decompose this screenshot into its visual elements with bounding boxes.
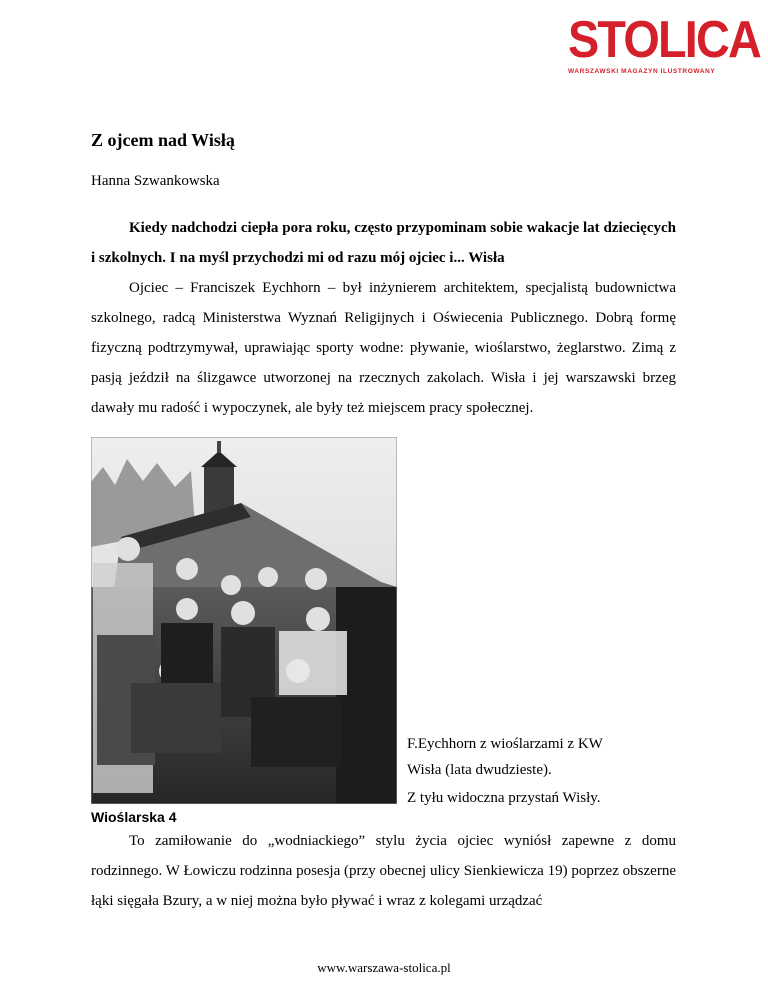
article-paragraph-1: Ojciec – Franciszek Eychhorn – był inżynierem architektem, specjalistą budownictwa szkolnego, radcą Ministerstwa Wyznań Religijnych i Oświecenia Publicznego. Dobrą formę fizyczną podtrzymywał, uprawiając sporty wodne: pływanie, wioślarstwo, żeglarstwo. Zimą z pasją jeździł na ślizgawce utworzonej na rzecznych zakolach. Wisła i jej warszawski brzeg dawały mu radość i wypoczynek, ale były też miejscem pracy społecznej. — [91, 280, 676, 416]
logo-wordmark: STOLICA — [568, 11, 760, 69]
photo-caption-line-2: Wisła (lata dwudzieste). — [407, 762, 552, 778]
article-lead: Kiedy nadchodzi ciepła pora roku, często przypominam sobie wakacje lat dziecięcych i szkolnych. I na myśl przychodzi mi od razu mój ojciec i... Wisła — [91, 220, 676, 266]
footer-url: www.warszawa-stolica.pl — [317, 960, 451, 975]
historical-group-photo — [91, 437, 397, 804]
photo-caption-line-3: Z tyłu widoczna przystań Wisły. — [407, 790, 601, 806]
photo-caption-line-1: F.Eychhorn z wioślarzami z KW — [407, 736, 603, 752]
section-heading: Wioślarska 4 — [91, 809, 177, 825]
article-paragraph-2: To zamiłowanie do „wodniackiego” stylu życia ojciec wyniósł zapewne z domu rodzinnego. W Łowiczu rodzinna posesja (przy obecnej ulicy Sienkiewicza 19) poprzez obszerne łąki sięgała Bzury, a w niej można było pływać i wraz z kolegami urządzać — [91, 833, 676, 909]
article-title: Z ojcem nad Wisłą — [91, 130, 235, 150]
article-author: Hanna Szwankowska — [91, 173, 220, 189]
stolica-logo — [568, 11, 760, 75]
logo-tagline: WARSZAWSKI MAGAZYN ILUSTROWANY — [568, 68, 716, 75]
